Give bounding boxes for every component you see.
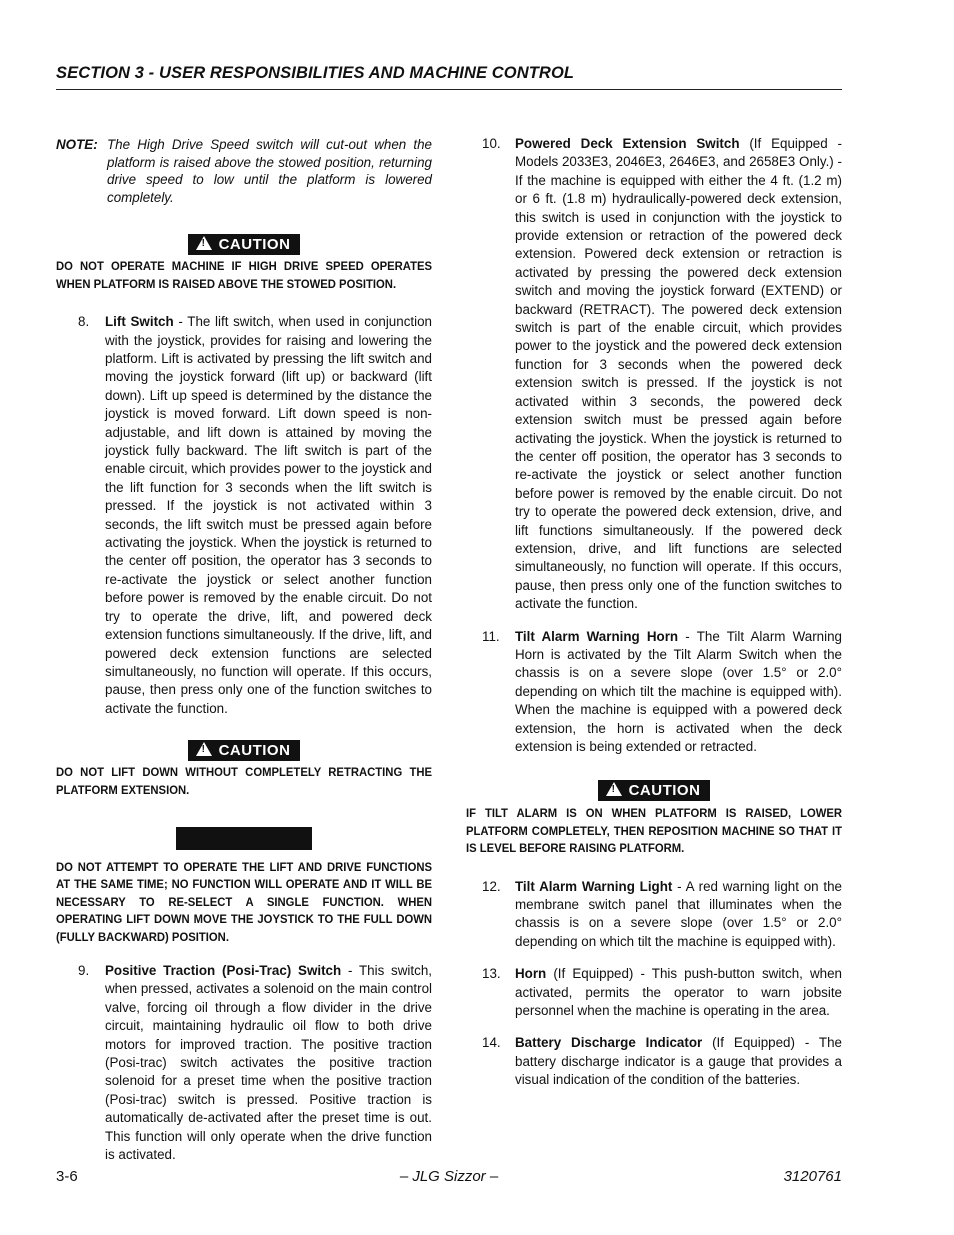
item-number: 11. bbox=[482, 628, 500, 644]
item-number: 12. bbox=[482, 878, 501, 894]
item-body bbox=[105, 313, 432, 718]
item-text: (If Equipped) - This push-button switch, when activated, permits the operator to warn jobsite personnel when the machine is operating in the area. bbox=[515, 966, 842, 1019]
document-number: 3120761 bbox=[783, 1168, 842, 1185]
item-number: 9. bbox=[78, 962, 90, 978]
caution-badge bbox=[188, 740, 301, 761]
item-body bbox=[515, 965, 842, 1020]
page-number: 3-6 bbox=[56, 1168, 78, 1185]
item-number: 13. bbox=[482, 966, 501, 982]
caution-text-3: DO NOT ATTEMPT TO OPERATE THE LIFT AND DRIVE FUNCTIONS AT THE SAME TIME; NO FUNCTION WILL OPERATE AND IT WILL BE NECESSARY TO RE-SELECT A SINGLE FUNCTION. WHEN OPERATING LIFT DOWN MOVE THE JOYSTICK TO THE FULL DOWN (FULLY BACKWARD) POSITION. bbox=[56, 859, 433, 944]
caution-block-3 bbox=[56, 827, 432, 855]
item-number: 10. bbox=[482, 136, 501, 151]
list-item-8 bbox=[56, 313, 432, 718]
item-text: (If Equipped) - The battery discharge indicator is a gauge that provides a visual indication of the condition of the batteries. bbox=[515, 1035, 842, 1088]
caution-label: CAUTION bbox=[218, 236, 291, 254]
caution-badge bbox=[598, 780, 711, 801]
caution-badge bbox=[188, 234, 301, 255]
caution-text-2: DO NOT LIFT DOWN WITHOUT COMPLETELY RETRACTING THE PLATFORM EXTENSION. bbox=[56, 765, 433, 797]
item-body bbox=[515, 1034, 842, 1089]
item-title: Powered Deck Extension Switch bbox=[515, 136, 740, 151]
note-label: NOTE: bbox=[56, 137, 98, 152]
caution-badge-blank bbox=[176, 827, 312, 850]
caution-block-1 bbox=[56, 234, 432, 255]
item-text: - The lift switch, when used in conjunction with the joystick, provides for raising and lowering the platform. Lift is activated by pressing the lift switch and moving the joystick forward (lift up) or backward (lift down). Lift up speed is determined by the distance the joystick is moved forward. Lift down speed is non-adjustable, and lift down is attained by moving the joystick fully backward. The lift switch is part of the enable circuit, which provides power to the joystick and the lift function for 3 seconds when the lift switch is pressed. If the joystick is not activated within 3 seconds, the lift switch must be pressed again before activating the joystick. When the joystick is returned to the center off position, the operator has 3 seconds to re-activate the joystick or select another function before power is removed by the enable circuit. Do not try to operate the drive, lift, and powered deck extension functions simultaneously. If the drive, lift, and powered deck extension functions are selected simultaneously, no function will operate. If this occurs, pause, then press only one of the function switches to activate the function. bbox=[105, 314, 432, 716]
section-header: SECTION 3 - USER RESPONSIBILITIES AND MACHINE CONTROL bbox=[56, 64, 575, 82]
item-number: 8. bbox=[78, 314, 90, 330]
note-text: The High Drive Speed switch will cut-out when the platform is raised above the stowed position, returning drive speed to low until the platform is lowered completely. bbox=[107, 137, 432, 205]
list-item-14 bbox=[466, 1034, 842, 1089]
list-item-13 bbox=[466, 965, 842, 1020]
caution-block-2 bbox=[56, 740, 432, 761]
caution-text-4: IF TILT ALARM IS ON WHEN PLATFORM IS RAISED, LOWER PLATFORM COMPLETELY, THEN REPOSITION MACHINE SO THAT IT IS LEVEL BEFORE RAISING PLATFORM. bbox=[466, 806, 843, 856]
item-body bbox=[515, 878, 842, 952]
note bbox=[56, 136, 432, 206]
item-text: - This switch, when pressed, activates a solenoid on the main control valve, forcing oil through a flow divider in the drive circuit, maintaining hydraulic oil flow to both drive motors for improved traction. The positive traction (Posi-trac) switch activates the positive traction solenoid for a preset time when the positive traction (Posi-trac) switch is pressed. Positive traction is automatically de-activated after the preset time is out. This function will only operate when the drive function is activated. bbox=[105, 962, 432, 1163]
item-text: - A red warning light on the membrane switch panel that illuminates when the chassis is on a severe slope (over 1.5° or 2.0° depending on which tilt the machine is equipped with). bbox=[515, 878, 843, 949]
item-title: Horn bbox=[515, 966, 547, 982]
caution-text-1: DO NOT OPERATE MACHINE IF HIGH DRIVE SPEED OPERATES WHEN PLATFORM IS RAISED ABOVE THE STOWED POSITION. bbox=[56, 259, 433, 291]
list-item-9 bbox=[56, 962, 432, 1164]
item-body bbox=[515, 628, 842, 757]
item-title: Tilt Alarm Warning Horn bbox=[515, 628, 679, 644]
item-text: - The Tilt Alarm Warning Horn is activated by the Tilt Alarm Switch when the chassis is on a severe slope (over 1.5° or 2.0° depending on which tilt the machine is equipped with). When the machine is equipped with a powered deck extension, the horn is activated when the deck extension is being extended or retracted. bbox=[515, 628, 842, 754]
left-column bbox=[56, 136, 432, 1164]
item-title: Battery Discharge Indicator bbox=[515, 1035, 703, 1051]
item-title: Tilt Alarm Warning Light bbox=[515, 878, 673, 894]
warning-triangle-icon bbox=[196, 236, 212, 250]
caution-block-4 bbox=[466, 780, 842, 801]
item-body bbox=[515, 135, 842, 614]
warning-triangle-icon bbox=[196, 742, 212, 756]
caution-label: CAUTION bbox=[628, 782, 701, 800]
right-column bbox=[466, 135, 842, 1090]
caution-label: CAUTION bbox=[218, 742, 291, 760]
item-title: Positive Traction (Posi-Trac) Switch bbox=[105, 962, 342, 978]
list-item-11 bbox=[466, 628, 842, 757]
warning-triangle-icon bbox=[606, 782, 622, 796]
list-item-10 bbox=[466, 135, 842, 614]
item-text: (If Equipped - Models 2033E3, 2046E3, 2646E3, and 2658E3 Only.) - If the machine is equipped with either the 4 ft. (1.2 m) or 6 ft. (1.8 m) hydraulically-powered deck extension, this switch is used in conjunction with the joystick to provide extension or retraction of the powered deck extension. Powered deck extension or retraction is activated by pressing the powered deck extension switch and moving the joystick forward (EXTEND) or backward (RETRACT). The powered deck extension switch is part of the enable circuit, which provides power to the joystick and the powered deck extension function for 3 seconds when the powered deck extension switch is pressed. If the joystick is not activated within 3 seconds, the powered deck extension switch must be pressed again before activating the joystick. When the joystick is returned to the center off position, the operator has 3 seconds to re-activate the joystick or select another function before power is removed by the enable circuit. Do not try to operate the powered deck extension, drive, and lift functions simultaneously. If the powered deck extension, drive, and lift functions are selected simultaneously, no function will operate. If this occurs, pause, then press only one of the function switches to activate the function. bbox=[515, 136, 842, 612]
item-number: 14. bbox=[482, 1035, 501, 1051]
item-body bbox=[105, 962, 432, 1164]
header-rule bbox=[56, 89, 842, 90]
item-title: Lift Switch bbox=[105, 314, 174, 330]
document-title: – JLG Sizzor – bbox=[399, 1168, 499, 1185]
list-item-12 bbox=[466, 878, 842, 952]
